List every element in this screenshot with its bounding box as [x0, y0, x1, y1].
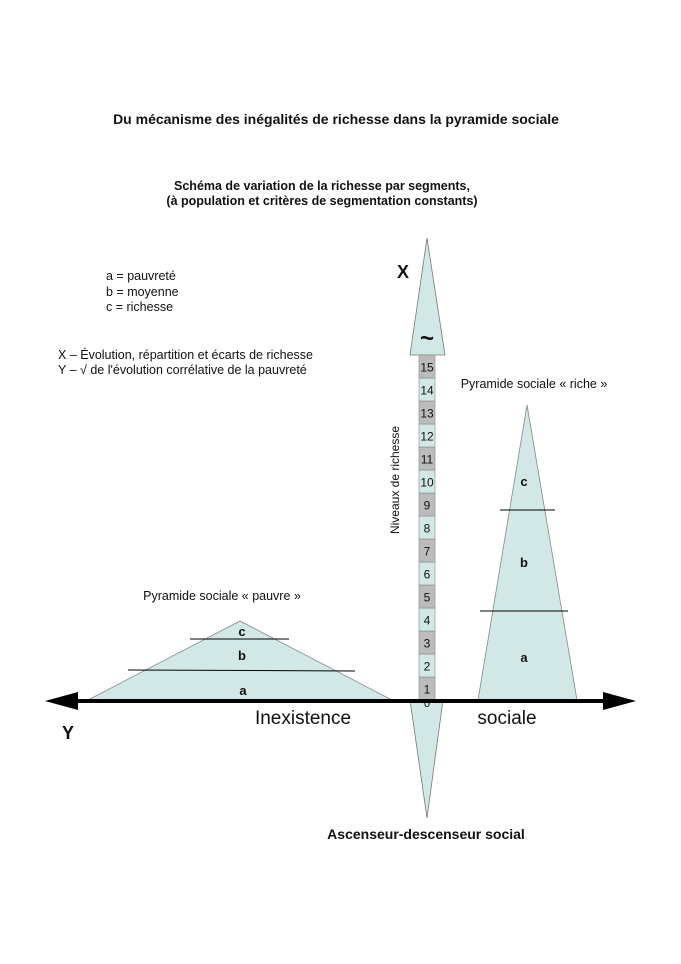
- level-number: 14: [420, 383, 434, 398]
- level-number: 11: [420, 452, 434, 467]
- right-arrowhead: [603, 692, 636, 710]
- poor-segment-c: c: [238, 624, 246, 639]
- rich-segment-c: c: [520, 474, 528, 489]
- poor-pyramid-title: Pyramide sociale « pauvre »: [143, 589, 301, 603]
- level-number: 12: [420, 429, 434, 444]
- rich-pyramid-title: Pyramide sociale « riche »: [460, 377, 608, 391]
- level-number: 9: [423, 498, 431, 513]
- legend-c: c = richesse: [106, 300, 174, 314]
- level-number: 8: [423, 521, 431, 536]
- legend-a: a = pauvreté: [106, 269, 176, 283]
- level-column: [419, 355, 435, 700]
- level-number: 7: [423, 544, 431, 559]
- level-number: 2: [423, 659, 431, 674]
- y-axis-label: Y: [62, 723, 75, 743]
- level-number: 1: [423, 682, 431, 697]
- left-arrowhead: [45, 692, 78, 710]
- legend-y: Y – √ de l'évolution corrélative de la pauvreté: [58, 363, 307, 377]
- legend-b: b = moyenne: [106, 285, 179, 299]
- level-number: 10: [420, 475, 434, 490]
- poor-segment-a: a: [239, 683, 247, 698]
- level-number: 5: [423, 590, 431, 605]
- level-number: 15: [420, 360, 434, 375]
- level-number: 3: [423, 636, 431, 651]
- down-arrow: [410, 700, 443, 818]
- rich-segment-a: a: [520, 650, 528, 665]
- level-number: 6: [423, 567, 431, 582]
- rich-segment-b: b: [520, 555, 528, 570]
- title: Du mécanisme des inégalités de richesse dans la pyramide sociale: [113, 111, 559, 127]
- level-number: 4: [423, 613, 431, 628]
- level-number: 13: [420, 406, 434, 421]
- subtitle-line1: Schéma de variation de la richesse par segments,: [174, 179, 470, 193]
- subtitle-line2: (à population et critères de segmentation constants): [166, 194, 478, 208]
- vertical-axis-label: Niveaux de richesse: [388, 425, 402, 535]
- level-zero: 0: [423, 698, 431, 710]
- x-axis-label: X: [397, 262, 410, 282]
- inexistence-label: Inexistence: [254, 708, 352, 729]
- sociale-label: sociale: [477, 708, 537, 729]
- poor-segment-b: b: [238, 648, 246, 663]
- tilde-symbol: ~: [419, 325, 435, 352]
- footer-label: Ascenseur-descenseur social: [327, 826, 525, 842]
- legend-x: X – Évolution, répartition et écarts de richesse: [58, 348, 313, 362]
